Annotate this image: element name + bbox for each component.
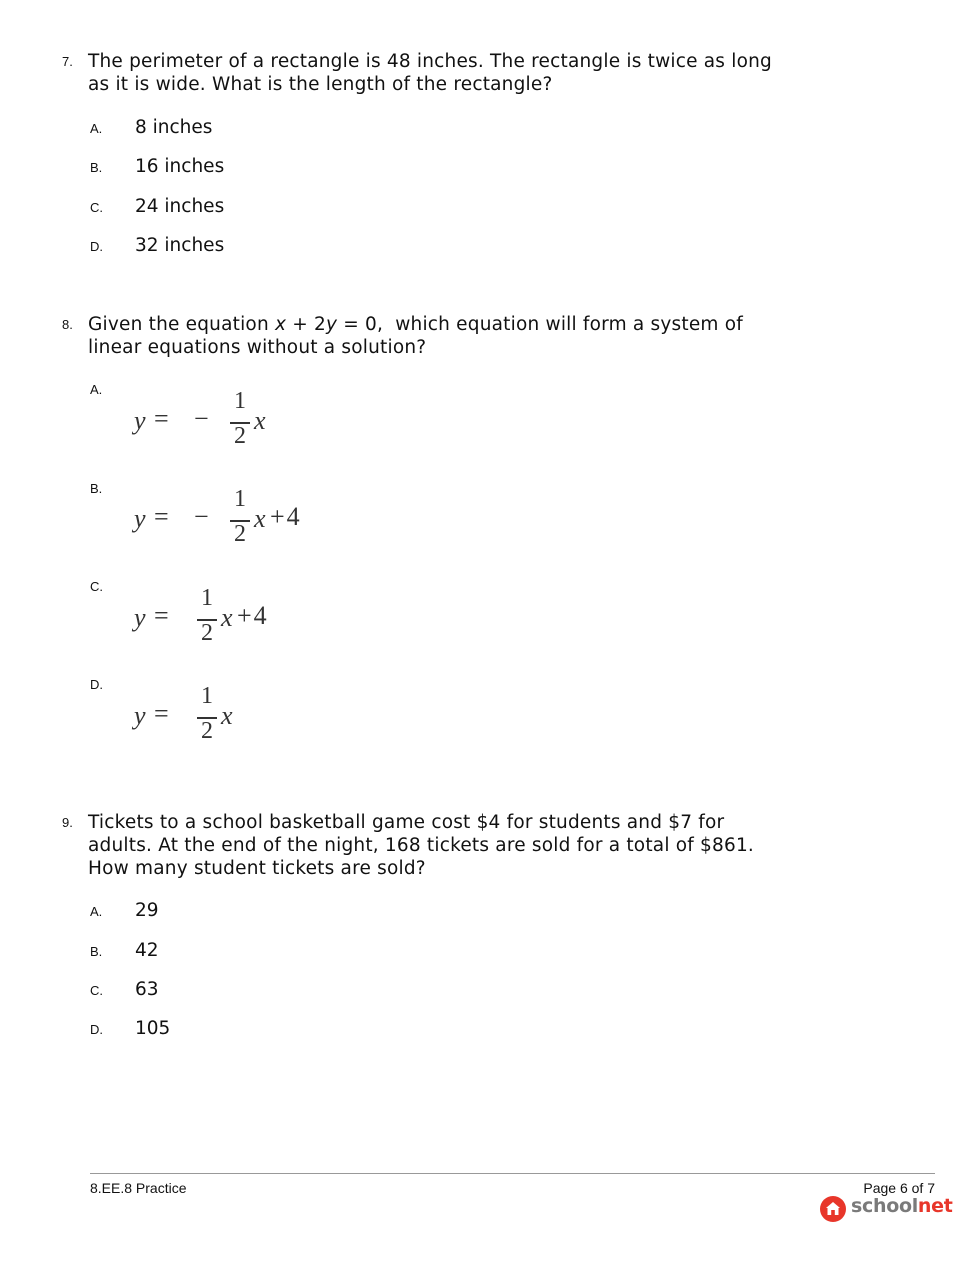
denominator: 2 <box>234 423 246 449</box>
question-line: adults. At the end of the night, 168 tickets are sold for a total of $861. <box>88 835 755 856</box>
constant-term: +4 <box>270 502 302 531</box>
numerator: 1 <box>201 585 213 611</box>
option-text: 105 <box>135 1018 171 1039</box>
denominator: 2 <box>234 521 246 547</box>
question-line: as it is wide. What is the length of the rectangle? <box>88 74 553 95</box>
question-number: 8. <box>62 317 73 332</box>
logo-text-school: school <box>851 1195 918 1217</box>
option-text: 32 inches <box>135 235 225 256</box>
option-letter: B. <box>90 160 103 175</box>
option-letter: D. <box>90 1022 103 1037</box>
equals-sign: = <box>154 404 169 433</box>
question-number: 9. <box>62 815 73 830</box>
constant-term: +4 <box>237 601 269 630</box>
equals-sign: = <box>154 601 169 630</box>
option-letter: A. <box>90 382 103 397</box>
math-variable: y <box>134 504 146 533</box>
numerator: 1 <box>234 388 246 414</box>
minus-sign: − <box>194 502 209 531</box>
question-text <box>88 50 818 96</box>
math-variable: x <box>221 603 233 632</box>
schoolnet-logo <box>820 1194 953 1222</box>
math-variable: x <box>254 504 266 533</box>
equation <box>132 388 332 458</box>
question-text <box>88 313 818 359</box>
question-line <box>88 313 818 336</box>
option-letter: A. <box>90 121 103 136</box>
math-variable: y <box>134 701 146 730</box>
math-variable: y <box>134 603 146 632</box>
equation <box>132 585 332 655</box>
math-variable: y <box>134 406 146 435</box>
option-text: 29 <box>135 900 159 921</box>
page-number: Page 6 of 7 <box>863 1180 935 1196</box>
option-letter: C. <box>90 579 103 594</box>
equals-sign: = <box>154 699 169 728</box>
option-letter: D. <box>90 239 103 254</box>
logo-wordmark <box>851 1195 953 1217</box>
numerator: 1 <box>201 683 213 709</box>
option-text: 42 <box>135 940 159 961</box>
option-text: 16 inches <box>135 156 225 177</box>
option-letter: C. <box>90 983 103 998</box>
question-number: 7. <box>62 54 73 69</box>
option-letter: C. <box>90 200 103 215</box>
house-icon-glyph <box>820 1196 846 1222</box>
numerator: 1 <box>234 486 246 512</box>
math-variable: y <box>325 314 338 335</box>
option-text: 8 inches <box>135 117 213 138</box>
equals-sign: = <box>154 502 169 531</box>
equation <box>132 486 352 556</box>
math-variable: x <box>254 406 266 435</box>
question-line: The perimeter of a rectangle is 48 inches. The rectangle is twice as long <box>88 51 772 72</box>
question-line: linear equations without a solution? <box>88 337 427 358</box>
minus-sign: − <box>194 404 209 433</box>
text-span: which equation will form a system of <box>383 314 743 335</box>
footer-title: 8.EE.8 Practice <box>90 1180 187 1196</box>
option-text: 24 inches <box>135 196 225 217</box>
house-icon <box>820 1196 846 1222</box>
footer-divider <box>90 1173 935 1174</box>
text-span: + 2 <box>286 314 326 335</box>
question-line: Tickets to a school basketball game cost $4 for students and $7 for <box>88 812 725 833</box>
math-variable: x <box>221 701 233 730</box>
logo-text-net: net <box>917 1195 953 1217</box>
option-text: 63 <box>135 979 159 1000</box>
denominator: 2 <box>201 620 213 646</box>
math-variable: x <box>274 314 287 335</box>
option-letter: A. <box>90 904 103 919</box>
text-span: = 0, <box>337 314 384 335</box>
denominator: 2 <box>201 718 213 744</box>
question-line: How many student tickets are sold? <box>88 858 426 879</box>
option-letter: D. <box>90 677 103 692</box>
question-text <box>88 811 818 880</box>
equation <box>132 683 332 753</box>
text-span: Given the equation <box>88 314 275 335</box>
option-letter: B. <box>90 944 103 959</box>
option-letter: B. <box>90 481 103 496</box>
